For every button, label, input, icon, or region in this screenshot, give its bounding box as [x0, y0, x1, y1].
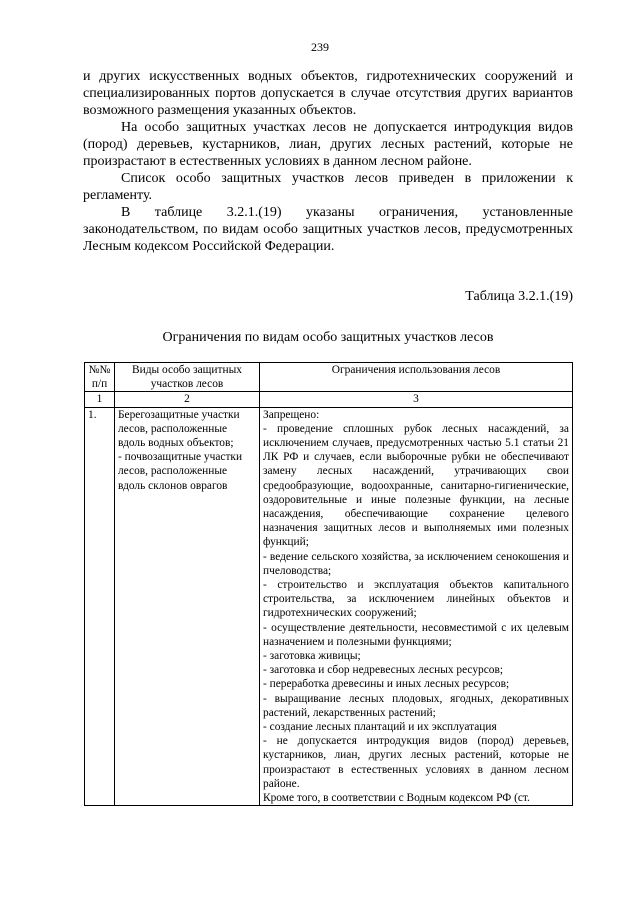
restriction-line: Кроме того, в соответствии с Водным кодексом РФ (ст. — [263, 792, 530, 805]
row-number: 1. — [85, 407, 115, 806]
restriction-line: Запрещено: — [263, 408, 320, 421]
table-caption: Таблица 3.2.1.(19) — [465, 289, 573, 304]
body-text — [83, 68, 573, 255]
restriction-line: - переработка древесины и иных лесных ресурсов; — [263, 678, 510, 691]
column-number: 3 — [260, 392, 573, 407]
restriction-line: - осуществление деятельности, несовместимой с их целевым назначением и полезными функциями; — [263, 621, 569, 648]
table-header-row — [85, 363, 573, 392]
restriction-line: - проведение сплошных рубок лесных насаждений, за исключением случаев, предусмотренных частью 5.1 статьи 21 ЛК РФ и случаев, если выборочные рубки не обеспечивают замену лесных насаждений, утрачивающих свои средообразующие, водоохранные, санитарно-гигиенические, оздоровительные и иные полезные функции, на лесные насаждения, обеспечивающие сохранение целевого назначения защитных лесов и выполняемых ими полезных функций; — [263, 422, 569, 549]
restriction-line: - выращивание лесных плодовых, ягодных, декоративных растений, лекарственных растений; — [263, 692, 569, 719]
type-line: - почвозащитные участки лесов, расположенные вдоль склонов оврагов — [118, 451, 243, 492]
column-number-row — [85, 392, 573, 407]
restriction-line: - заготовка живицы; — [263, 650, 361, 663]
restriction-line: - не допускается интродукция видов (пород) деревьев, кустарников, лиан, других лесных растений, которые не произрастают в естественных условиях в данном лесном районе. — [263, 735, 569, 790]
type-line: Берегозащитные участки лесов, расположенные вдоль водных объектов; — [118, 408, 240, 450]
restriction-line: - создание лесных плантаций и их эксплуатация — [263, 721, 497, 734]
column-number: 1 — [85, 392, 115, 407]
table-row — [85, 407, 573, 806]
column-number: 2 — [115, 392, 260, 407]
restrictions-cell — [260, 407, 573, 806]
paragraph: и других искусственных водных объектов, гидротехнических сооружений и специализированных портов допускается в случае отсутствия других вариантов возможного размещения указанных объектов. — [83, 69, 573, 118]
restriction-line: - ведение сельского хозяйства, за исключением сенокошения и пчеловодства; — [263, 550, 569, 577]
table-title: Ограничения по видам особо защитных участков лесов — [162, 330, 494, 345]
protected-area-type — [115, 407, 260, 806]
restriction-line: - заготовка и сбор недревесных лесных ресурсов; — [263, 664, 504, 677]
restrictions-table — [84, 362, 573, 806]
header-restrictions: Ограничения использования лесов — [260, 363, 573, 392]
paragraph: На особо защитных участках лесов не допускается интродукция видов (пород) деревьев, кустарников, лиан, других лесных растений, которые не произрастают в естественных условиях в данном лесном районе. — [83, 120, 573, 169]
header-type: Виды особо защитных участков лесов — [115, 363, 260, 392]
paragraph: В таблице 3.2.1.(19) указаны ограничения, установленные законодательством, по видам особо защитных участков лесов, предусмотренных Лесным кодексом Российской Федерации. — [83, 205, 573, 254]
restriction-line: - строительство и эксплуатация объектов капитального строительства, за исключением линейных объектов и гидротехнических сооружений; — [263, 579, 569, 620]
paragraph: Список особо защитных участков лесов приведен в приложении к регламенту. — [83, 171, 573, 203]
header-number: №№ п/п — [85, 363, 115, 392]
page-number: 239 — [311, 40, 329, 54]
